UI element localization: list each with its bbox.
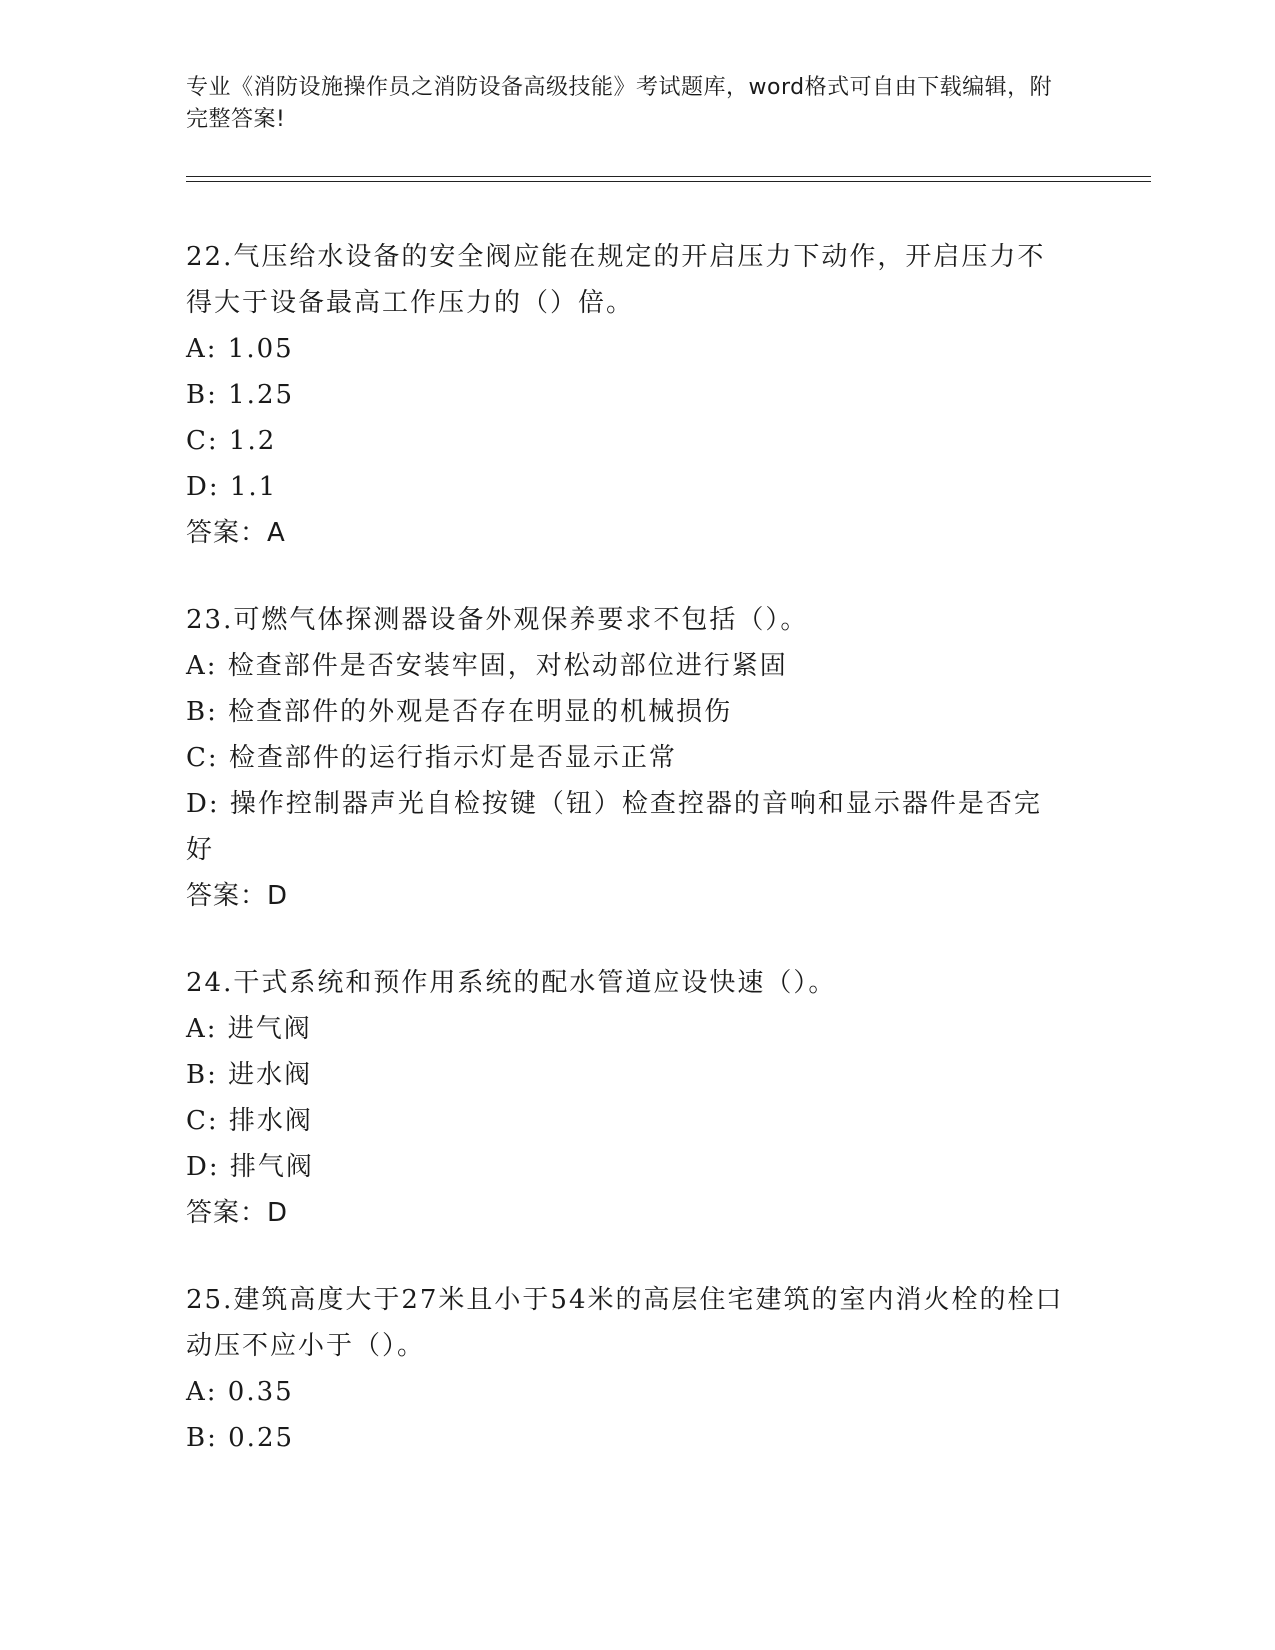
question-stem: 23.可燃气体探测器设备外观保养要求不包括（）。 [186,605,809,635]
option-c: C: 排水阀 [186,1106,313,1136]
document-header: 专业《消防设施操作员之消防设备高级技能》考试题库，word格式可自由下载编辑，附完整答案! [186,75,1053,132]
option-d: D: 排气阀 [186,1152,314,1182]
option-b: B: 进水阀 [186,1060,313,1090]
header-divider-top [186,176,1151,177]
option-d: D: 操作控制器声光自检按键（钮）检查控器的音响和显示器件是否完好 [186,789,1042,865]
question-24 [186,960,1066,1236]
option-a: A: 检查部件是否安装牢固，对松动部位进行紧固 [186,651,788,681]
option-b: B: 0.25 [186,1423,295,1453]
header-divider-bottom [186,181,1151,182]
question-stem: 24.干式系统和预作用系统的配水管道应设快速（）。 [186,968,837,998]
option-a: A: 1.05 [186,334,294,364]
option-c: C: 检查部件的运行指示灯是否显示正常 [186,743,677,773]
answer-line: 答案：D [186,881,289,911]
option-d: D: 1.1 [186,472,278,502]
question-25 [186,1277,1066,1461]
question-22 [186,234,1066,556]
option-c: C: 1.2 [186,426,277,456]
question-23 [186,597,1066,919]
option-a: A: 进气阀 [186,1014,312,1044]
question-stem: 22.气压给水设备的安全阀应能在规定的开启压力下动作，开启压力不得大于设备最高工作压力的（）倍。 [186,242,1046,318]
option-b: B: 1.25 [186,380,295,410]
option-b: B: 检查部件的外观是否存在明显的机械损伤 [186,697,733,727]
option-a: A: 0.35 [186,1377,294,1407]
answer-line: 答案：A [186,518,286,548]
answer-line: 答案：D [186,1198,289,1228]
question-stem: 25.建筑高度大于27米且小于54米的高层住宅建筑的室内消火栓的栓口动压不应小于（）。 [186,1285,1064,1361]
